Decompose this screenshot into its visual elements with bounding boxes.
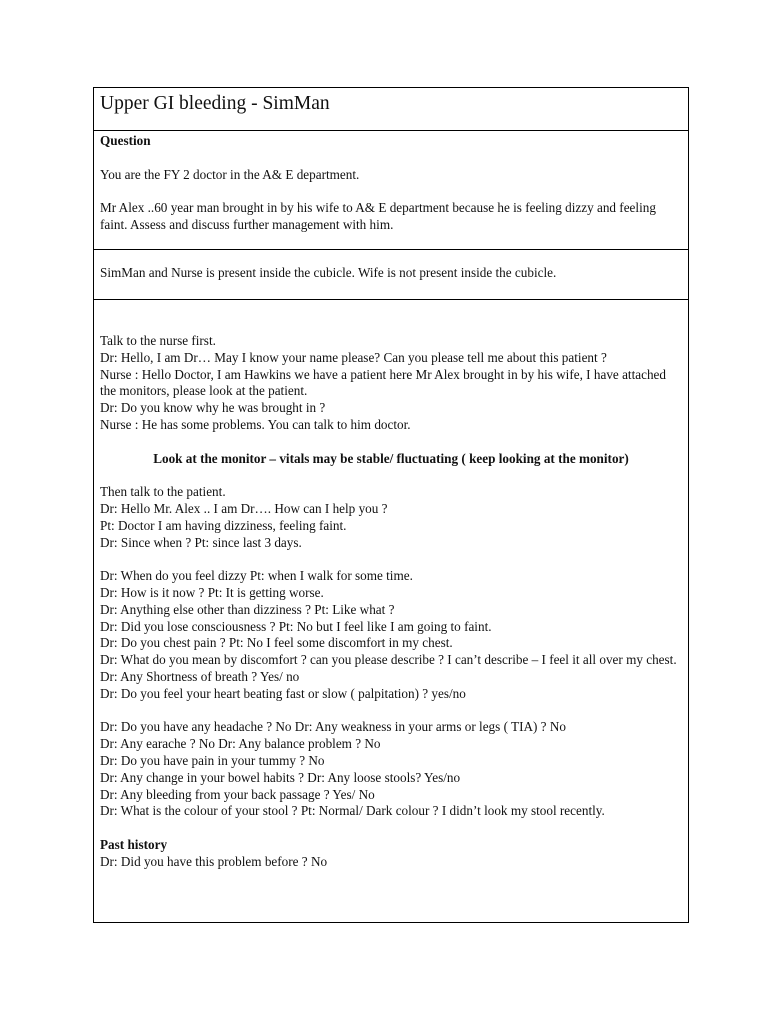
dialog-line: Dr: Did you lose consciousness ? Pt: No but I feel like I am going to faint. [100, 618, 492, 634]
dialog-cell [94, 300, 688, 922]
question-line-1: You are the FY 2 doctor in the A& E department. [100, 166, 360, 182]
dialog-line: Dr: Any Shortness of breath ? Yes/ no [100, 668, 300, 684]
question-heading: Question [100, 133, 151, 148]
dialog-line: Dr: Hello, I am Dr… May I know your name please? Can you please tell me about this patient ? [100, 349, 607, 365]
question-cell [94, 131, 688, 250]
dialog-line: Dr: Do you have pain in your tummy ? No [100, 752, 325, 768]
dialog-line: Nurse : He has some problems. You can talk to him doctor. [100, 416, 411, 432]
question-line-2: Mr Alex ..60 year man brought in by his wife to A& E department because he is feeling dizzy and feeling faint. Assess and discuss further management with him. [100, 200, 656, 232]
dialog-line: Dr: Hello Mr. Alex .. I am Dr…. How can I help you ? [100, 500, 388, 516]
dialog-line: Dr: Do you feel your heart beating fast or slow ( palpitation) ? yes/no [100, 685, 466, 701]
past-history-heading: Past history [100, 836, 168, 852]
dialog-line: Dr: Did you have this problem before ? No [100, 853, 328, 869]
dialog-line: Talk to the nurse first. [100, 333, 216, 348]
dialog-line: Dr: Any bleeding from your back passage ? Yes/ No [100, 786, 375, 802]
dialog-line: Dr: What do you mean by discomfort ? can you please describe ? I can’t describe – I feel it all over my chest. [100, 652, 677, 668]
dialog-line: Dr: Anything else other than dizziness ? Pt: Like what ? [100, 601, 395, 617]
document-title: Upper GI bleeding - SimMan [100, 93, 330, 114]
dialog-line: Pt: Doctor I am having dizziness, feeling faint. [100, 517, 347, 533]
monitor-note: Look at the monitor – vitals may be stable/ fluctuating ( keep looking at the monitor) [153, 450, 629, 466]
dialog-line: Dr: Any change in your bowel habits ? Dr: Any loose stools? Yes/no [100, 769, 461, 785]
dialog-line: Then talk to the patient. [100, 484, 226, 500]
setting-cell [94, 250, 688, 300]
dialog-line: Dr: Any earache ? No Dr: Any balance problem ? No [100, 736, 381, 752]
dialog-line: Dr: Do you know why he was brought in ? [100, 400, 326, 416]
case-document-table [93, 87, 689, 923]
dialog-line: Dr: When do you feel dizzy Pt: when I walk for some time. [100, 568, 413, 584]
dialog-line: Dr: Do you chest pain ? Pt: No I feel some discomfort in my chest. [100, 635, 453, 651]
setting-text: SimMan and Nurse is present inside the cubicle. Wife is not present inside the cubicle. [100, 265, 557, 280]
dialog-line: Dr: Do you have any headache ? No Dr: Any weakness in your arms or legs ( TIA) ? No [100, 719, 566, 735]
title-cell [94, 88, 688, 131]
dialog-line: Dr: What is the colour of your stool ? Pt: Normal/ Dark colour ? I didn’t look my stool recently. [100, 803, 605, 819]
dialog-line: Dr: Since when ? Pt: since last 3 days. [100, 534, 302, 550]
dialog-line: Dr: How is it now ? Pt: It is getting worse. [100, 584, 324, 600]
dialog-line: Nurse : Hello Doctor, I am Hawkins we have a patient here Mr Alex brought in by his wife, I have attached the monitors, please look at the patient. [100, 366, 666, 399]
